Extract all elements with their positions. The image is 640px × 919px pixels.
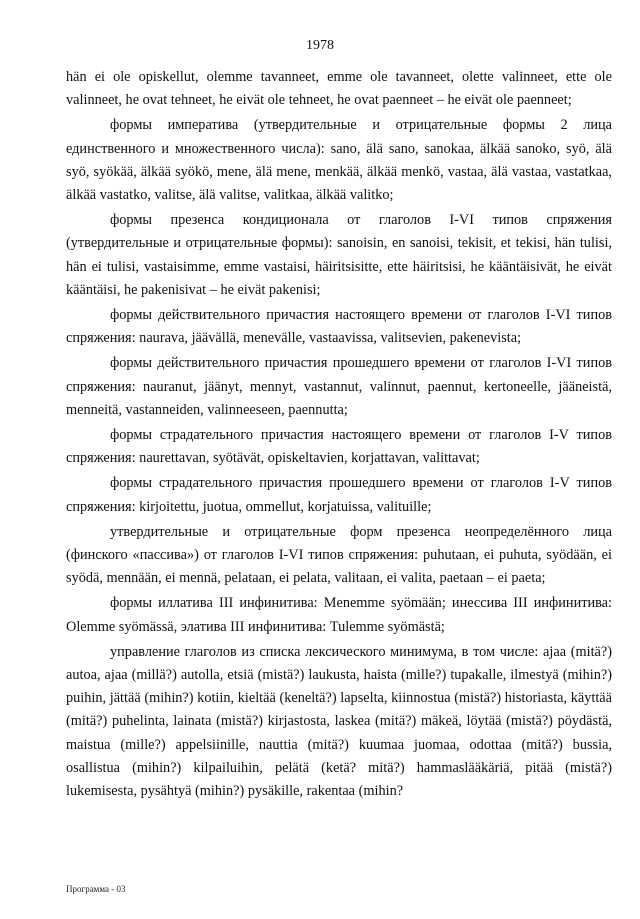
- paragraph-active-present-participle: формы действительного причастия настоящего времени от глаголов I-VI типов спряжения: naurava, jäävällä, menevälle, vastaavissa, valitsevien, pakenevista;: [66, 307, 612, 347]
- paragraph-conditional-forms: формы презенса кондиционала от глаголов I-VI типов спряжения (утвердительные и отрицательные формы): sanoisin, en sanoisi, tekisit, et tekisi, hän tulisi, hän ei tulisi, vastaisimme, emme vastaisi, häiritsisitte, ette häiritsisi, he kääntäisivät, he eivät kääntäisi, he pakenisivat – he eivät pakenisi;: [66, 212, 612, 298]
- paragraph-imperative-forms: формы императива (утвердительные и отрицательные формы 2 лица единственного и множественного числа): sano, älä sano, sanokaa, älkää sanoko, syö, älä syö, syökää, älkää syökö, mene, älä mene, menkää, älkää menkö, vastaa, älä vastaa, vastatkaa, älkää vastatko, valitse, älä valitse, valitkaa, älkää valitko;: [66, 117, 612, 204]
- paragraph-third-infinitive: формы иллатива III инфинитива: Menemme syömään; инессива III инфинитива: Olemme syömässä, элатива III инфинитива: Tulemme syömästä;: [66, 595, 612, 635]
- paragraph-active-past-participle: формы действительного причастия прошедшего времени от глаголов I-VI типов спряжения: nauranut, jäänyt, mennyt, vastannut, valinnut, paennut, kertoneelle, jääneistä, menneitä, vastanneiden, valinneeseen, paennutta;: [66, 355, 612, 418]
- page-number: 1978: [306, 38, 334, 53]
- paragraph-passive-past-participle: формы страдательного причастия прошедшего времени от глаголов I-V типов спряжения: kirjoitettu, juotua, ommellut, korjatuissa, valituille;: [66, 475, 612, 515]
- paragraph-passive-present: утвердительные и отрицательные форм презенса неопределённого лица (финского «пассива») от глаголов I-VI типов спряжения: puhutaan, ei puhuta, syödään, ei syödä, mennään, ei mennä, pelataan, ei pelata, valitaan, ei valita, paetaan – ei paeta;: [66, 523, 612, 587]
- paragraph-passive-present-participle: формы страдательного причастия настоящего времени от глаголов I-V типов спряжения: naurettavan, syötävät, opiskeltavien, korjattavan, valittavat;: [66, 427, 612, 467]
- paragraph-continuation: hän ei ole opiskellut, olemme tavanneet, emme ole tavanneet, olette valinneet, ette ole valinneet, he ovat tehneet, he eivät ole tehneet, he ovat paenneet – he eivät ole paenneet;: [66, 69, 612, 109]
- paragraph-verb-government: управление глаголов из списка лексического минимума, в том числе: ajaa (mitä?) autoa, ajaa (millä?) autolla, etsiä (mistä?) laukusta, haista (mille?) tupakalle, ilmestyä (mihin?) puihin, jättää (mihin?) kotiin, kieltää (keneltä?) lapselta, kiinnostua (mistä?) historiasta, käyttää (mitä?) puhelinta, lainata (mistä?) kirjastosta, laskea (mitä?) mäkeä, löytää (mistä?) pöydästä, maistua (mille?) appelsiinille, nauttia (mitä?) kuumaa juomaa, odottaa (mitä?) bussia, osallistua (mihin?) kilpailuihin, pelätä (ketä? mitä?) hammaslääkäriä, pitää (mistä?) lukemisesta, pysähtyä (mihin?) pysäkille, rakentaa (mihin?: [66, 643, 612, 800]
- page-footer: Программа - 03: [66, 884, 126, 894]
- body-text: [66, 66, 612, 805]
